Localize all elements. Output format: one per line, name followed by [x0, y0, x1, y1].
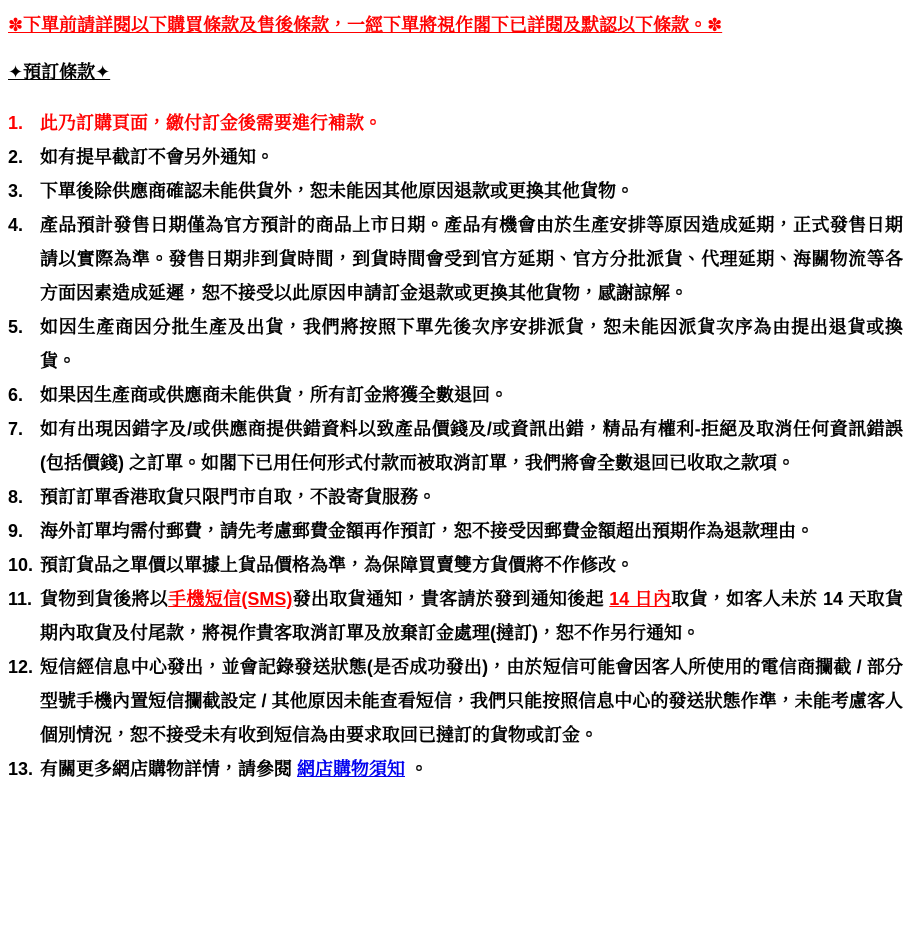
- term-text: 海外訂單均需付郵費，請先考慮郵費金額再作預訂，恕不接受因郵費金額超出預期作為退款理由。: [40, 521, 814, 541]
- term-number: 5.: [8, 317, 24, 337]
- term-item: [6, 378, 903, 412]
- term-number: 6.: [8, 385, 24, 405]
- term-number: 7.: [8, 419, 24, 439]
- term-number: 3.: [8, 181, 24, 201]
- term-item: [6, 650, 903, 752]
- term-item: [6, 514, 903, 548]
- term-number: 10.: [8, 555, 34, 575]
- term-text: 短信經信息中心發出，並會記錄發送狀態(是否成功發出)，由於短信可能會因客人所使用的電信商攔截 / 部分型號手機內置短信攔截設定 / 其他原因未能查看短信，我們只能按照信息中心的發送狀態作準，未能考慮客人個別情況，恕不接受未有收到短信為由要求取回已撻訂的貨物或訂金。: [40, 657, 903, 745]
- term-number: 13.: [8, 759, 34, 779]
- term-text: 如果因生產商或供應商未能供貨，所有訂金將獲全數退回。: [40, 385, 508, 405]
- purchase-notice-header: ✽下單前請詳閱以下購買條款及售後條款，一經下單將視作閣下已詳閱及默認以下條款。✽: [8, 15, 723, 35]
- term-item: [6, 106, 903, 140]
- pickup-deadline-highlight: 14 日內: [609, 589, 672, 609]
- term-text: 如有提早截訂不會另外通知。: [40, 147, 274, 167]
- term-item: [6, 140, 903, 174]
- term-number: 12.: [8, 657, 34, 677]
- term-item: [6, 752, 903, 786]
- term-item: [6, 174, 903, 208]
- sms-highlight: 手機短信(SMS): [168, 589, 293, 609]
- term-text: 下單後除供應商確認未能供貨外，恕未能因其他原因退款或更換其他貨物。: [40, 181, 634, 201]
- term-item: [6, 582, 903, 650]
- term-number: 11.: [8, 589, 33, 609]
- term-number: 2.: [8, 147, 24, 167]
- term-text: 有關更多網店購物詳情，請參閱 網店購物須知 。: [40, 759, 429, 779]
- term-item: [6, 412, 903, 480]
- term-item: [6, 310, 903, 378]
- term-text: 貨物到貨後將以手機短信(SMS)發出取貨通知，貴客請於發到通知後起 14 日內取貨，如客人未於 14 天取貨期內取貨及付尾款，將視作貴客取消訂單及放棄訂金處理(撻訂)，恕不作另行通知。: [40, 589, 903, 643]
- term-text: 產品預計發售日期僅為官方預計的商品上市日期。產品有機會由於生產安排等原因造成延期，正式發售日期請以實際為準。發售日期非到貨時間，到貨時間會受到官方延期、官方分批派貨、代理延期、海關物流等各方面因素造成延遲，恕不接受以此原因申請訂金退款或更換其他貨物，感謝諒解。: [40, 215, 903, 303]
- term-number: 8.: [8, 487, 24, 507]
- term-text: 如因生產商因分批生產及出貨，我們將按照下單先後次序安排派貨，恕未能因派貨次序為由提出退貨或換貨。: [40, 317, 903, 371]
- term-item: [6, 548, 903, 582]
- term-item: [6, 208, 903, 310]
- terms-list: [6, 106, 903, 786]
- term-text: 預訂訂單香港取貨只限門市自取，不設寄貨服務。: [40, 487, 436, 507]
- shop-guide-link[interactable]: 網店購物須知: [297, 759, 405, 779]
- term-text: 此乃訂購頁面，繳付訂金後需要進行補款。: [40, 113, 382, 133]
- term-item: [6, 480, 903, 514]
- term-number: 9.: [8, 521, 24, 541]
- term-number: 4.: [8, 215, 24, 235]
- term-number: 1.: [8, 113, 24, 133]
- term-text: 如有出現因錯字及/或供應商提供錯資料以致產品價錢及/或資訊出錯，精品有權利-拒絕及取消任何資訊錯誤(包括價錢) 之訂單。如閣下已用任何形式付款而被取消訂單，我們將會全數退回已收取之款項。: [40, 419, 903, 473]
- section-title-preorder-terms: ✦預訂條款✦: [8, 62, 111, 82]
- term-text: 預訂貨品之單價以單據上貨品價格為準，為保障買賣雙方貨價將不作修改。: [40, 555, 634, 575]
